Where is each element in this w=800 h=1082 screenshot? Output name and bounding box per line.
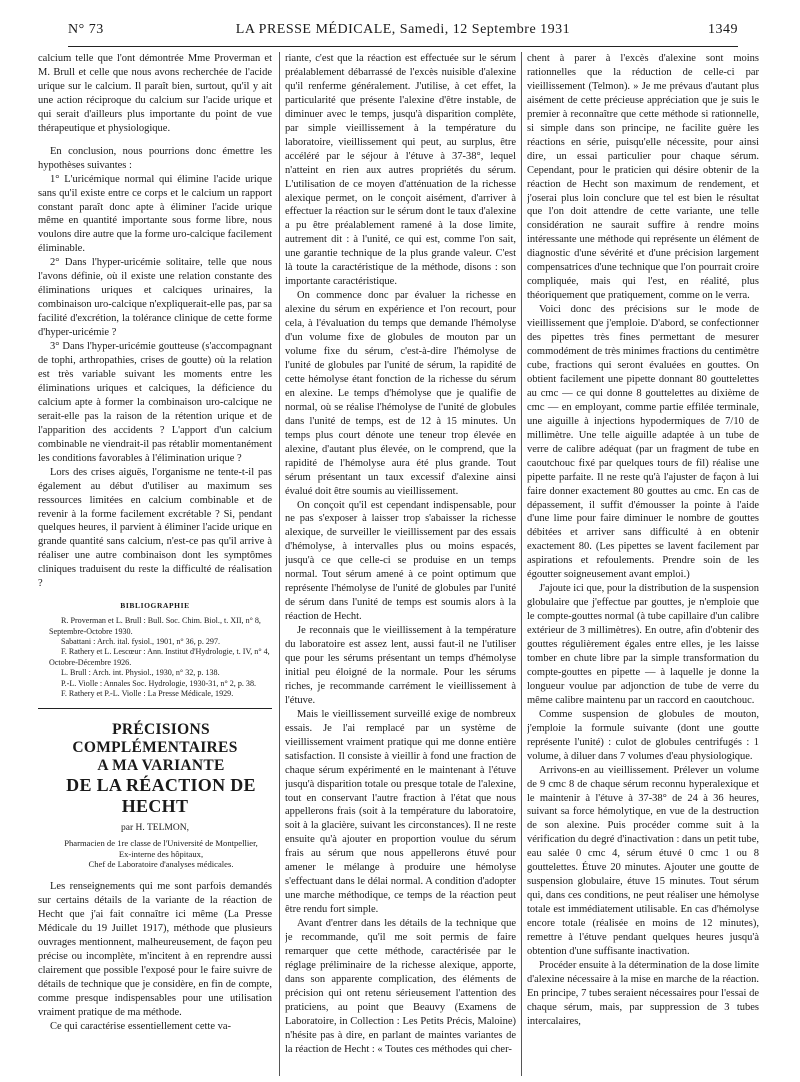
affiliation-line: Pharmacien de 1re classe de l'Université de Montpellier,: [64, 838, 258, 849]
page-header: [68, 20, 738, 47]
author-byline: par H. TELMON,: [121, 823, 189, 834]
page-number: 1349: [708, 22, 738, 37]
bibliography-heading: BIBLIOGRAPHIE: [120, 601, 190, 611]
bibliography-entry: L. Brull : Arch. int. Physiol., 1930, n° 32, p. 138.: [61, 668, 220, 678]
paragraph: Je reconnais que le vieillissement à la température du laboratoire est assez lent, aussi faut-il ne l'utiliser que pour les sérums présentant un temps d'hémolyse initial peu éloigné de la normale. Pour les sérums riches, je recommande carrément le vieillissement à l'étuve.: [285, 625, 516, 706]
paragraph: riante, c'est que la réaction est effectuée sur le sérum préalablement débarrassé de l'excès nuisible d'alexine qu'il renferme généralement. J'utilise, à cet effet, la particularité que présente l'alexine d'être instable, de diminuer avec le temps, jusqu'à disparition complète, par simple vieillissement à la température du laboratoire, vieillissement qui peut, au surplus, être accéléré par le séjour à l'étuve à 37-38°, lequel n'atteint en rien aux autres propriétés du sérum. L'utilisation de ce moyen d'atténuation de la richesse alexique permet, on le conçoit aisément, d'arriver à effectuer la réaction sur le sérum dont le taux d'alexine a pu être préalablement ramené à la dose limite, autrement dit : à l'unité, ce qui est, comme l'on sait, une garantie technique de la plus grande valeur. C'est là toute la caractéristique de la méthode, disons : son importante caractéristique.: [285, 53, 516, 288]
affiliation-line: Ex-interne des hôpitaux,: [118, 848, 204, 859]
column-1: [38, 52, 272, 1076]
paragraph: Les renseignements qui me sont parfois demandés sur certains détails de la variante de la réaction de Hecht que j'ai fait connaître ici même (La Presse Médicale du 19 Juillet 1917), méthode que plusieurs ouvrages mentionnent, malheureusement, de façon peu précise ou incomplète, m'incitent à en reprendre aussi clairement que possible l'exposé pour le faire suivre de détails de technique que je considère, en fin de compte, comme presque indispensables pour une utilisation vraiment pratique de ma méthode.: [38, 880, 272, 1018]
bibliography-entry: F. Rathery et L. Lescœur : Ann. Institut d'Hydrologie, t. IV, n° 4, Octobre-Décembre 1926.: [49, 647, 270, 667]
paragraph: Voici donc des précisions sur le mode de vieillissement que j'emploie. D'abord, se confectionner des pipettes très fines permettant de mesurer commodément de très minimes fractions du centimètre cube, fractions qui seront évaluées en gouttes. On obtient facilement une pipette donnant 80 gouttelettes au cmc — ce qui donne 8 gouttelettes au dixième de cmc — en employant, comme partie effilée terminale, une aiguille à injections hypodermiques de 7/10 de millimètre. Une telle aiguille adaptée à un tube de verre de calibre adéquat (par un fragment de tube en caoutchouc fixé par quelques tours de fil) réalise une pipette parfaite. Il ne reste qu'à l'ajuster de façon à lui faire donner exactement 80 gouttes au cmc. En cas de dépassement, il suffit d'émousser la pointe à l'aide d'une lime pour faire diminuer le nombre de gouttes débitées et arriver sans difficulté à en obtenir exactement 80. (Les pipettes se lavent facilement par aspirations et refoulements. Prendre soin de les égoutter soigneusement avant emploi.): [527, 304, 759, 581]
paragraph: chent à parer à l'excès d'alexine sont moins rationnelles que la réduction de celle-ci par vieillissement (Telmon). » Je me prévaus d'autant plus aisément de cette précieuse appréciation que je suis le premier à reconnaître que cette méthode si rationnelle, si simple dans son principe, ne facilite guère les réactions en série, puisqu'elle nécessite, pour ainsi dire, un essai particulier pour chaque sérum. Cependant, pour le praticien qui désire obtenir de la réaction de Hecht son maximum de rendement, et j'oserai plus loin conclure que tel est bien le résultat que l'on doit attendre de cette variante, une telle considération ne saurait suffire à rendre moins intéressante une méthode qui représente un élément de diagnostic d'une sévérité et d'une précision largement compensatrices d'une technique que l'on pourrait croire compliquée, mais qui l'est, en réalité, plus théoriquement que pratiquement, comme on le verra.: [527, 53, 759, 302]
column-3: [527, 52, 759, 1076]
paragraph: 1° L'uricémique normal qui élimine l'acide urique sans qu'il existe entre ce corps et le calcium un rapport constant paraît donc apte à éliminer l'acide urique même en quantité importante sous forme libre, nous voulons dire autre que la forme uro-calcique facilement éliminable.: [38, 173, 272, 255]
article-title-line-3: DE LA RÉACTION DE HECHT: [66, 774, 256, 816]
article-title-line-1: PRÉCISIONS COMPLÉMENTAIRES: [72, 721, 238, 757]
paragraph: Comme suspension de globules de mouton, j'emploie la formule suivante (dont une goutte représente l'unité) : culot de globules centrifugés : 1 volume, à diluer dans 7 volumes d'eau physiologique.: [527, 708, 759, 762]
column-rule: [521, 52, 522, 1076]
paragraph: Lors des crises aiguës, l'organisme ne tente-t-il pas également au début d'utiliser au maximum ses ressources limitées en calcium combinable et de revenir à la forme facilement excrétable ? Si, pendant quelques heures, il parvient à éliminer l'acide urique en grande quantité sans calcium, n'est-ce pas qu'il arrive à réaliser une autre combinaison dont les symptômes cliniques traduisent du reste la difficulté de réalisation ?: [38, 466, 272, 590]
paragraph: Avant d'entrer dans les détails de la technique que je recommande, qu'il me soit permis de faire remarquer que cette méthode, caractérisée par le réglage préliminaire de la richesse alexique, apporte, dans son apparente complication, des éléments de précision qui ont retenu sérieusement l'attention des praticiens, au point que Beauvy (Examens de Laboratoire, in Collection : Les Petits Précis, Maloine) n'hésite pas à dire, en parlant de maintes variantes de la réaction de Hecht : « Toutes ces méthodes qui cher-: [285, 918, 516, 1055]
affiliation-line: Chef de Laboratoire d'analyses médicales.: [88, 859, 234, 870]
issue-number: N° 73: [68, 22, 104, 37]
column-rule: [279, 52, 280, 1076]
article-separator: [38, 708, 272, 709]
paragraph: Arrivons-en au vieillissement. Prélever un volume de 9 cmc 8 de chaque sérum reconnu hyperalexique et le maintenir à l'étuve à 37-38° de 24 à 36 heures, suivant sa force hémolytique, en vue de la destruction de son alexine. Puis procéder comme suit à la vérification du degré d'inactivation : dans un petit tube, eau salée 0 cmc 4, sérum étuvé 0 cmc 1 ou 8 gouttelettes. Étuve 20 minutes. Ajouter une goutte de suspension globulaire, étuve 15 minutes. Tout sérum qui, dans ces conditions, ne peut réaliser une hémolyse totale est immédiatement utilisable. En cas d'hémolyse encore totale (réalisée en moins de 12 minutes), remettre à l'étuve pendant quelques heures jusqu'à obtention d'une suffisante inactivation.: [527, 764, 759, 957]
bibliography-entry: P.-L. Violle : Annales Soc. Hydrologie, 1930-31, n° 2, p. 38.: [61, 678, 257, 688]
article-title-line-2: A MA VARIANTE: [97, 757, 225, 775]
paragraph: Procéder ensuite à la détermination de la dose limite d'alexine nécessaire à la mise en marche de la réaction. En principe, 7 tubes seraient nécessaires pour l'essai de chaque sérum, mais, par suppression de 3 tubes intercalaires,: [527, 959, 759, 1027]
column-2: [285, 52, 516, 1076]
paragraph: 3° Dans l'hyper-uricémie goutteuse (s'accompagnant de tophi, arthropathies, crises de goutte) où la relation est très variable suivant les moments entre les éliminations uriques et calciques, la déficience du calcium apte à former la combinaison uro-calcique ne serait-elle pas la raison de la rétention urique et de l'apparition des accidents ? L'apport d'un calcium combinable ne viendrait-il pas rétablir momentanément les conditions favorables à l'élimination urique ?: [38, 341, 272, 464]
paragraph: J'ajoute ici que, pour la distribution de la suspension globulaire que j'effectue par gouttes, je n'emploie que le compte-gouttes normal (à tube capillaire d'un calibre extérieur de 3 millimètres). En outre, afin d'obtenir des gouttes régulièrement égales entre elles, je les laisse tomber en chute libre par la simple transformation du compte-gouttes en pipette — à laquelle je donne la longueur voulue par adjonction de tube de verre du même calibre maintenu par un raccord en caoutchouc.: [527, 583, 759, 706]
bibliography-entry: R. Proverman et L. Brull : Bull. Soc. Chim. Biol., t. XII, n° 8, Septembre-Octobre 1930.: [49, 616, 261, 636]
author-affiliations: [38, 838, 272, 870]
bibliography-entry: Sabattani : Arch. ital. fysiol., 1901, n° 36, p. 297.: [61, 636, 221, 646]
paragraph: Ce qui caractérise essentiellement cette va-: [50, 1020, 232, 1032]
paragraph: On conçoit qu'il est cependant indispensable, pour ne pas s'exposer à laisser trop s'abaisser la richesse alexique, de surveiller le vieillissement par des essais d'hémolyse, à intervalles plus ou moins espacés, jusqu'à ce que celle-ci se produise en un temps normal. Tout sérum amené à ce point optimum que représente l'hémolyse de l'unité de globules par l'unité de sérum dans l'unité de temps est soumis alors à la réaction de Hecht.: [285, 499, 516, 623]
journal-title: LA PRESSE MÉDICALE, Samedi, 12 Septembre 1931: [235, 22, 571, 37]
paragraph: calcium telle que l'ont démontrée Mme Proverman et M. Brull et celle que nous avons recherchée de l'acide urique sur le calcium. Il paraît bien, surtout, qu'il y ait une action réciproque du calcium sur l'acide urique et qui serait d'ailleurs plus importante du point de vue thérapeutique et physiologique.: [38, 53, 272, 134]
bibliography-entry: F. Rathery et P.-L. Violle : La Presse Médicale, 1929.: [61, 689, 234, 699]
paragraph: Mais le vieillissement surveillé exige de nombreux essais. Je l'ai remplacé par un système de vieillissement vraiment pratique qui me donne entière satisfaction. Il consiste à vieillir à fond une fraction de chaque sérum expérimenté en le maintenant à l'étuve jusqu'à disparition totale ou presque totale de l'alexine, tout en conservant l'autre fraction à l'état que nous appellerons frais (soit à la température du laboratoire, soit à la glacière, suivant les circonstances). Il ne reste ensuite qu'à ajouter en proportion voulue du sérum frais au sérum que nous appellerons étuvé pour amener le mélange à produire une hémolyse s'effectuant dans le délai normal. A condition d'adopter une marche méthodique, ce temps de la réaction peut être rendu fort simple.: [285, 708, 516, 916]
paragraph: On commence donc par évaluer la richesse en alexine du sérum en expérience et l'on recourt, pour cela, à l'évaluation du temps que demande l'hémolyse d'un volume fixe de globules de mouton par un volume fixe du sérum, c'est-à-dire l'hémolyse de l'unité de globules par l'unité de sérum, la rapidité de cette hémolyse étant fonction de la richesse du sérum en alexine. Le temps d'hémolyse que je qualifie de normal, où se réalise l'hémolyse de l'unité de globules dans l'unité de temps, est de 12 à 15 minutes. Un temps plus court dénote une teneur trop élevée en alexine, d'autant plus élevée, on le comprend, que la rapidité de l'hémolyse aura été plus grande. Tout sérum présentant un taux excessif d'alexine ainsi évalué doit être soumis au vieillissement.: [285, 290, 516, 497]
paragraph: En conclusion, nous pourrions donc émettre les hypothèses suivantes :: [38, 145, 272, 171]
paragraph: 2° Dans l'hyper-uricémie solitaire, telle que nous l'avons définie, où il existe une relation constante des éliminations uriques et calciques urinaires, la combinaison uro-calcique n'expliquerait-elle pas, par sa facilité d'excrétion, la tolérance clinique de cette forme d'hyper-uricémie ?: [38, 257, 272, 339]
